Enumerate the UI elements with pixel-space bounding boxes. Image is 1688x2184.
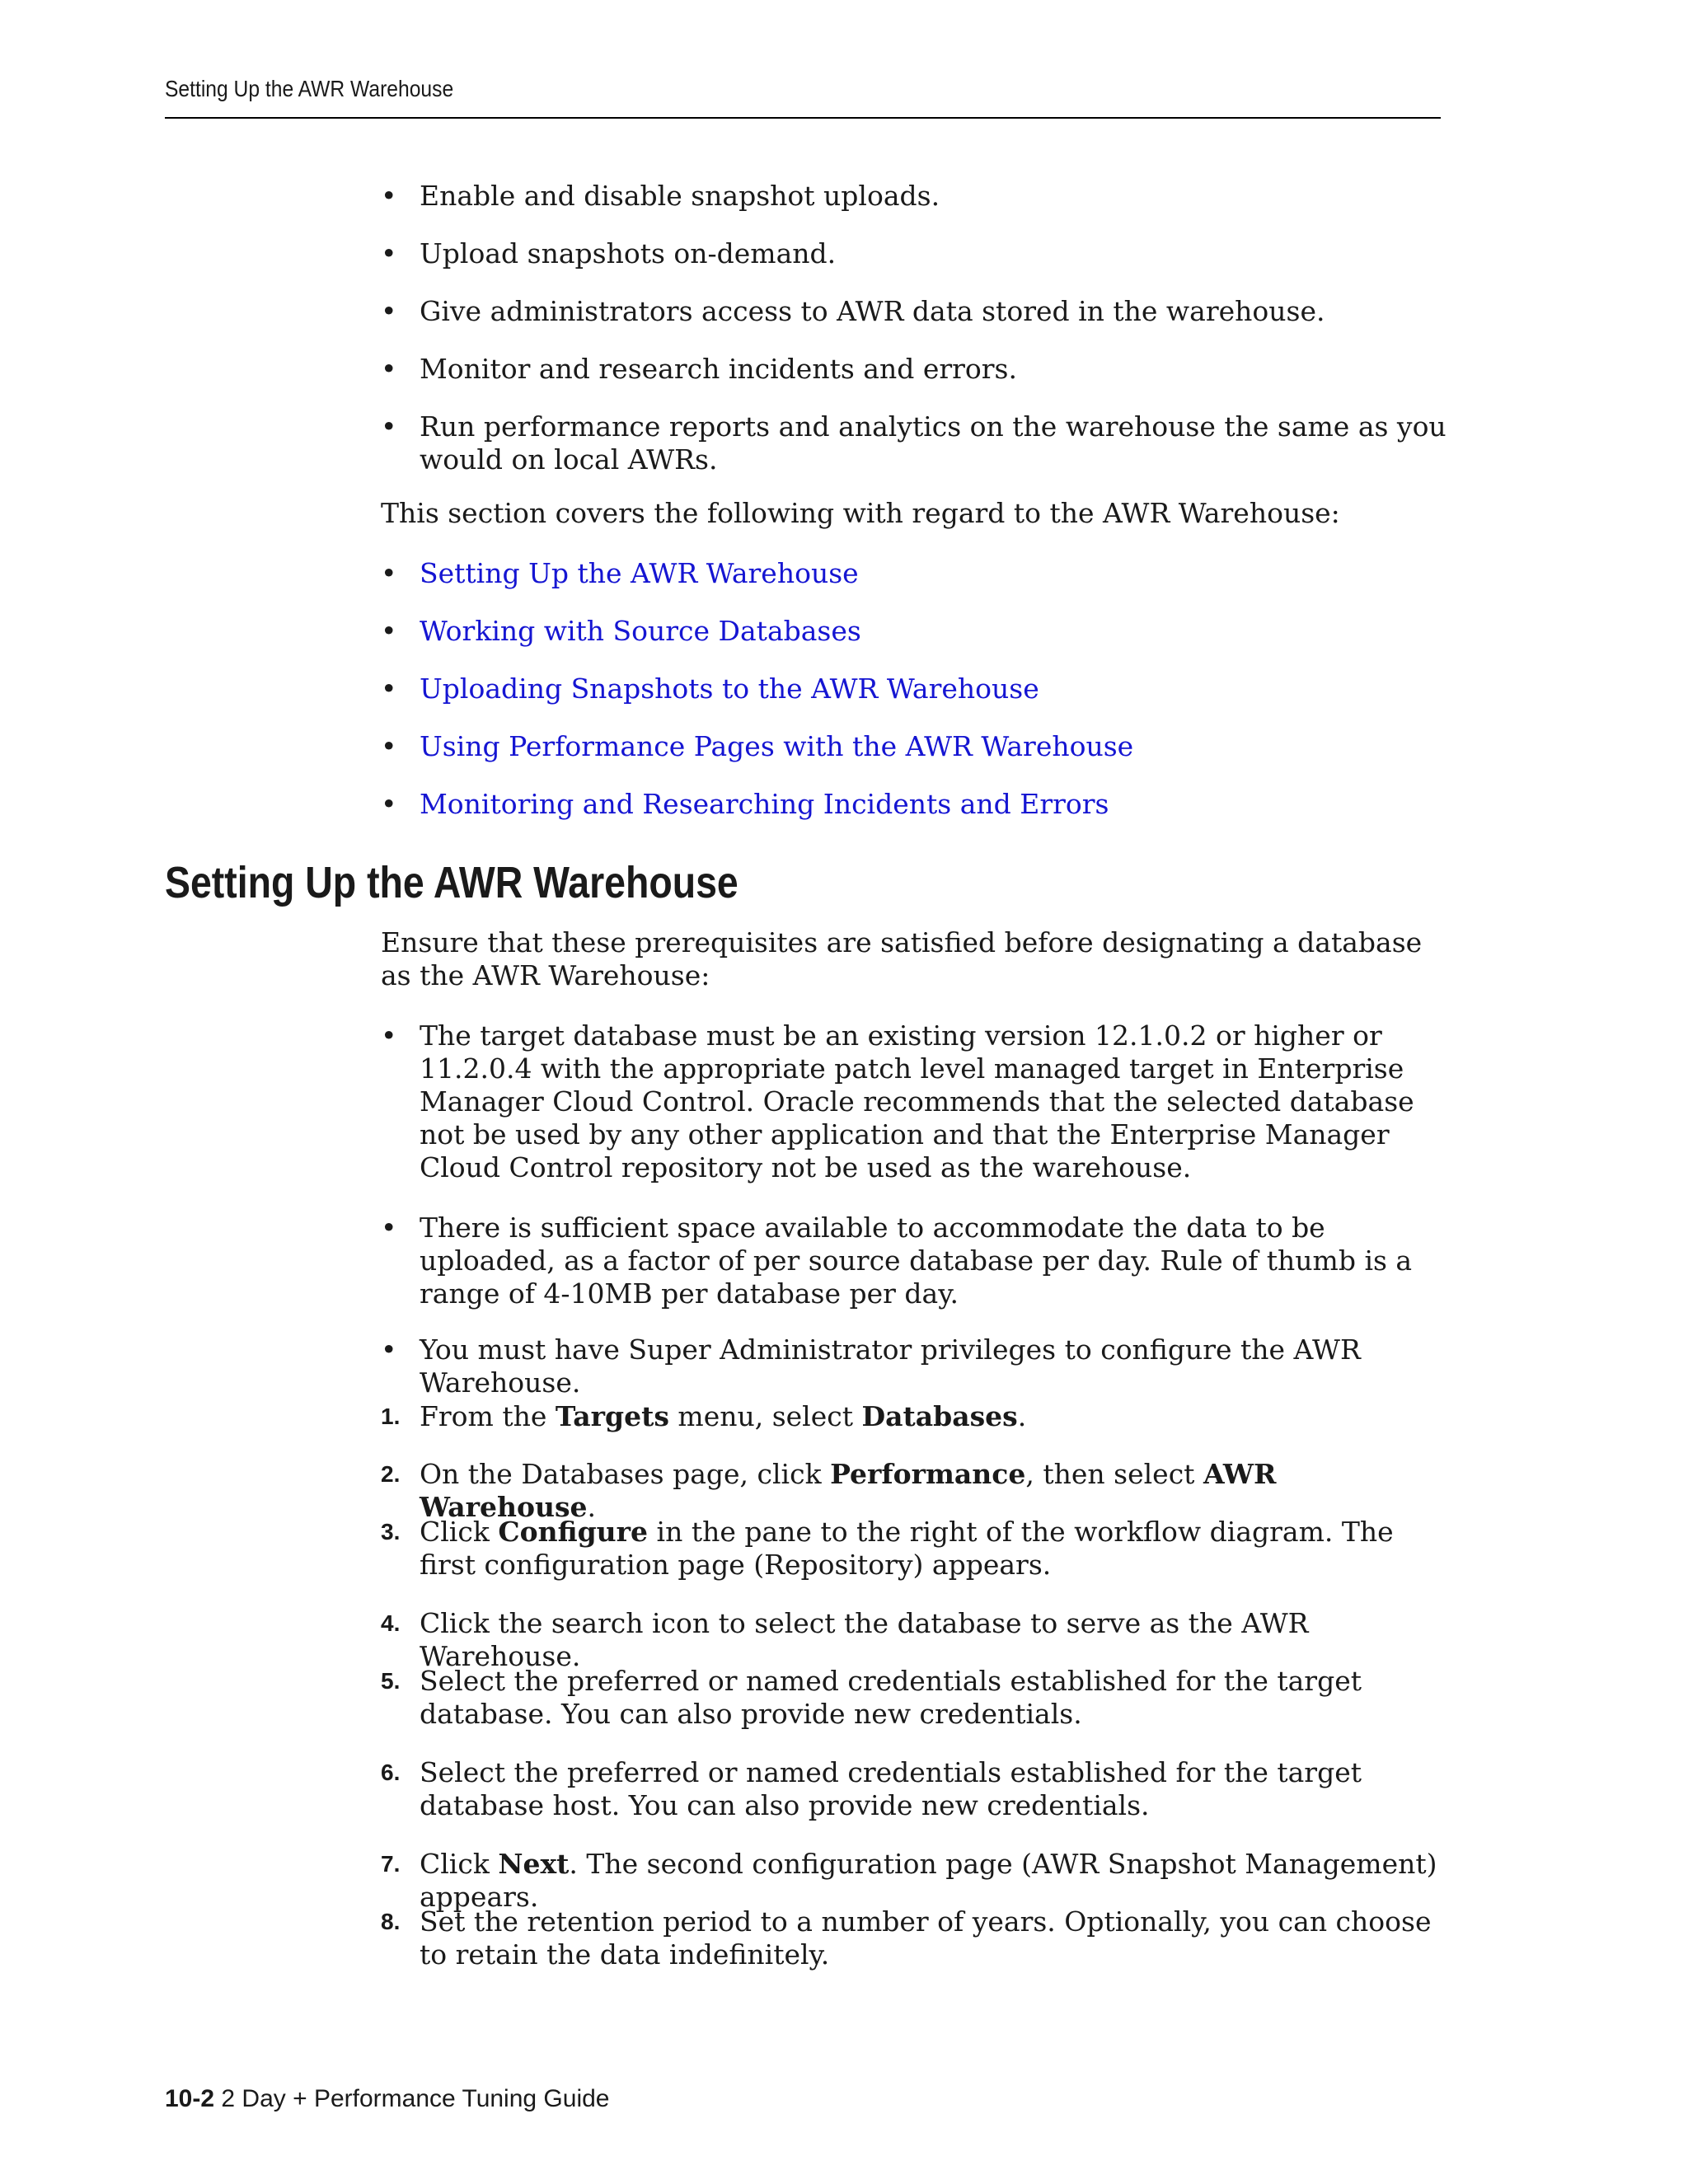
bullet-icon: • [381, 180, 397, 212]
list-item-text: Give administrators access to AWR data stored in the warehouse. [420, 295, 1325, 327]
bullet-icon: • [381, 1333, 397, 1366]
ui-term: Performance [830, 1458, 1026, 1490]
step-text: From the Targets menu, select Databases. [420, 1400, 1027, 1432]
bullet-icon: • [381, 237, 397, 269]
bullet-icon: • [381, 673, 397, 705]
step-text: Click the search icon to select the database to serve as the AWR Warehouse. [420, 1607, 1309, 1672]
list-item-text: Monitor and research incidents and errors. [420, 353, 1017, 385]
bullet-icon: • [381, 1212, 397, 1244]
list-item-text: Run performance reports and analytics on the warehouse the same as you would on local AWRs. [420, 410, 1447, 476]
prereq-text: You must have Super Administrator privileges to configure the AWR Warehouse. [420, 1333, 1361, 1399]
prereq-text: The target database must be an existing version 12.1.0.2 or higher or 11.2.0.4 with the appropriate patch level managed target in Enterprise Manager Cloud Control. Oracle recommends that the selected database not be used by any other application and that the Enterprise Manager Cloud Control repository not be used as the warehouse. [420, 1019, 1414, 1183]
link-source-databases[interactable]: Working with Source Databases [420, 615, 861, 647]
list-item-text: Upload snapshots on-demand. [420, 237, 837, 269]
bullet-icon: • [381, 295, 397, 327]
list-item-text: Enable and disable snapshot uploads. [420, 180, 940, 212]
covers-paragraph: This section covers the following with regard to the AWR Warehouse: [381, 497, 1340, 529]
bullet-icon: • [381, 1019, 397, 1052]
link-performance-pages[interactable]: Using Performance Pages with the AWR Warehouse [420, 730, 1134, 762]
link-setting-up[interactable]: Setting Up the AWR Warehouse [420, 557, 859, 589]
step-text: Click Configure in the pane to the right of the workflow diagram. The first configuration page (Repository) appears. [420, 1516, 1394, 1581]
step-number: 4. [381, 1610, 401, 1636]
bullet-icon: • [381, 730, 397, 762]
book-title: 2 Day + Performance Tuning Guide [221, 2085, 610, 2112]
prereq-text: There is sufficient space available to accommodate the data to be uploaded, as a factor of per source database per day. Rule of thumb is a range of 4-10MB per database per day. [420, 1212, 1413, 1310]
bullet-icon: • [381, 788, 397, 820]
link-incidents-errors[interactable]: Monitoring and Researching Incidents and Errors [420, 788, 1109, 820]
running-header: Setting Up the AWR Warehouse [165, 76, 454, 101]
step-number: 7. [381, 1851, 401, 1877]
page-number: 10-2 [165, 2085, 215, 2112]
step-number: 5. [381, 1668, 401, 1694]
step-text: On the Databases page, click Performance, then select AWR Warehouse. [420, 1458, 1277, 1523]
bullet-icon: • [381, 557, 397, 589]
step-number: 3. [381, 1519, 401, 1544]
step-number: 1. [381, 1404, 401, 1429]
step-text: Click Next. The second configuration page (AWR Snapshot Management) appears. [420, 1848, 1437, 1913]
bullet-icon: • [381, 353, 397, 385]
link-uploading-snapshots[interactable]: Uploading Snapshots to the AWR Warehouse [420, 673, 1039, 705]
step-number: 2. [381, 1461, 401, 1487]
step-text: Select the preferred or named credentials established for the target database. You can also provide new credentials. [420, 1665, 1362, 1730]
section-title: Setting Up the AWR Warehouse [165, 858, 738, 907]
header-rule [165, 117, 1441, 119]
ui-term: Targets [555, 1400, 669, 1432]
step-number: 8. [381, 1909, 401, 1934]
ui-term: Next [498, 1848, 570, 1880]
ui-term: AWR Warehouse [420, 1458, 1277, 1523]
section-intro: Ensure that these prerequisites are satisfied before designating a database as the AWR Warehouse: [381, 926, 1423, 991]
page-footer [165, 2085, 609, 2113]
ui-term: Databases [861, 1400, 1018, 1432]
bullet-icon: • [381, 615, 397, 647]
step-text: Select the preferred or named credentials established for the target database host. You can also provide new credentials. [420, 1756, 1362, 1821]
step-text: Set the retention period to a number of years. Optionally, you can choose to retain the data indefinitely. [420, 1905, 1432, 1971]
bullet-icon: • [381, 410, 397, 443]
ui-term: Configure [498, 1516, 649, 1548]
step-number: 6. [381, 1760, 401, 1785]
